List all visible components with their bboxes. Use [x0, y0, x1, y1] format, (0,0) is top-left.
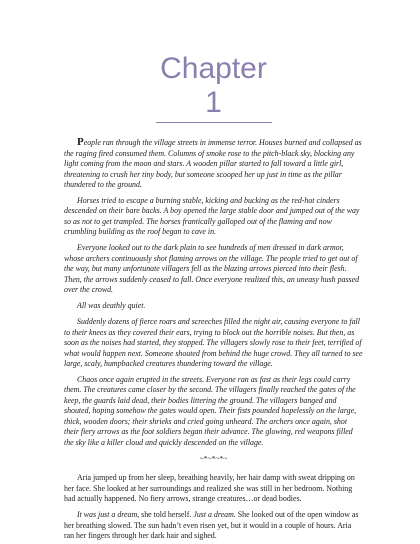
paragraph	[64, 510, 363, 542]
drop-cap: P	[77, 136, 84, 148]
italic-thought: It was just a dream,	[77, 510, 140, 520]
prologue-italic-section	[64, 137, 363, 448]
paragraph: Chaos once again erupted in the streets. Everyone ran as fast as their legs could carry them. The creatures came closer by the second. The villagers finally reached the gates of the keep, the guards laid dead, their bodies littering the ground. The villagers banged and shouted, hoping somehow the gates would open. Their fists pounded hopelessly on the large, thick, wooden doors; their shrieks and cried going unheard. The archers once again, shot their fiery arrows as the foot soldiers began their advance. The glowing, red weapons filled the sky like a killer cloud and quickly descended on the village.	[64, 374, 357, 447]
chapter-title: Chapter 1	[156, 52, 272, 123]
paragraph-text: She looked out of the open window as her breathing slowed. The sun hadn’t even risen yet, but it would in a couple of hours. Aria ran her fingers through her dark hair and sighed.	[64, 510, 359, 541]
paragraph: Aria jumped up from her sleep, breathing heavily, her hair damp with sweat dripping on her face. She looked at her surroundings and realized she was still in her bedroom. Nothing had actually happened. No fiery arrows, strange creatures…or dead bodies.	[64, 473, 355, 504]
paragraph: All was deathly quiet.	[77, 301, 146, 311]
paragraph: Everyone looked out to the dark plain to see hundreds of men dressed in dark armor, whose archers continuously shot flaming arrows on the village. The people tried to get out of the way, but many unfortunate villagers fell as the blazing arrows pierced into their flesh. Then, the arrows suddenly ceased to fall. Once everyone realized this, an uneasy hush passed over the crowd.	[64, 243, 360, 295]
chapter-body	[64, 137, 363, 542]
paragraph-text: eople ran through the village streets in immense terror. Houses burned and collapsed as the raging fired consumed them. Columns of smoke rose to the pitch-black sky, blocking any light coming from the moon and stars. A wooden pillar started to fall toward a little girl, threatening to crush her tiny body, but someone scooped her up just in time as the pillar thundered to the ground.	[64, 138, 362, 189]
paragraph	[64, 137, 363, 191]
paragraph-text: she told herself.	[139, 510, 194, 520]
main-roman-section	[64, 473, 363, 541]
italic-thought: Just a dream.	[193, 510, 236, 520]
section-divider: ~*~*~*~	[199, 453, 228, 463]
paragraph: Horses tried to escape a burning stable, kicking and bucking as the red-hot cinders descended on their bare backs. A boy opened the large stable door and jumped out of the way so as not to get trampled. The horses frantically galloped out of the flaming and now crumbling building as the roof began to cave in.	[64, 195, 360, 237]
paragraph: Suddenly dozens of fierce roars and screeches filled the night air, causing everyone to fall to their knees as they covered their ears, trying to block out the horrible noises. But then, as soon as the noises had started, they stopped. The villagers slowly rose to their feet, terrified of what would happen next. Someone shouted from behind the huge crowd. They all turned to see large, scaly, humpbacked creatures thundering toward the village.	[64, 317, 363, 369]
